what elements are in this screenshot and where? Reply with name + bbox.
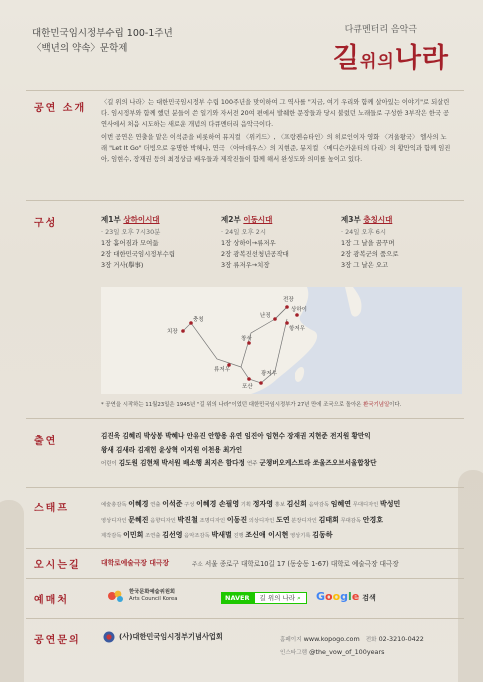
organizer-emblem-icon [103, 631, 115, 643]
staff-role: 예술총감독 [101, 502, 127, 508]
map-peninsula [345, 287, 362, 317]
route-map [101, 287, 462, 394]
staff-name: 이혜경 [128, 500, 149, 508]
cast-names-1: 김진욱 김혜리 박상봉 박혜나 안유진 안향용 유연 임진아 임현수 장재권 지현준 전지원 황만익 [101, 432, 371, 440]
instagram-key: 인스타그램 [280, 650, 308, 656]
cast-role-performance: 연주 [246, 461, 258, 467]
part-3-chapter-1: 1장 그 날을 꿈꾸며 [341, 239, 395, 247]
instagram-handle[interactable]: @the_vow_of_100years [309, 648, 385, 656]
background-figure-left [0, 500, 24, 682]
part-3-name: 충칭시대 [363, 215, 393, 224]
part-3-prefix: 제3부 [341, 215, 364, 224]
map-label-foshan: 포산 [242, 384, 253, 390]
map-dot-qijiang [181, 329, 185, 333]
arko-logo[interactable] [107, 588, 178, 604]
staff-row-2 [101, 513, 471, 529]
event-line-1: 대한민국임시정부수립 100-1주년 [32, 28, 173, 39]
staff-name: 이민희 [123, 531, 144, 539]
venue-name[interactable]: 대학로예술극장 대극장 [101, 559, 170, 567]
staff-name: 박성민 [380, 500, 401, 508]
staff-role: 음악감독 [308, 502, 330, 508]
cast-line-3 [101, 457, 466, 472]
staff-name: 임혜연 [330, 500, 352, 508]
route-map-svg [101, 287, 462, 394]
staff-role: 구성 [184, 502, 195, 508]
staff-role: 분장디자인 [291, 517, 317, 524]
divider [26, 618, 464, 619]
staff-row-3 [101, 528, 471, 544]
part-1-name: 상하이시대 [123, 215, 160, 224]
map-label-qijiang: 치장 [167, 329, 178, 335]
google-letter: e [351, 590, 360, 603]
staff-name: 김태희 [318, 515, 339, 524]
map-footnote [101, 400, 401, 408]
map-dot-guangzhou [259, 381, 263, 385]
map-label-guangzhou: 광저우 [261, 371, 277, 377]
part-2-name: 이동시대 [243, 215, 273, 224]
homepage-link[interactable]: www.kopogo.com [303, 635, 360, 643]
divider [26, 418, 464, 419]
staff-role: 의상디자인 [248, 517, 275, 524]
show-title-logo [333, 36, 449, 75]
staff-role: 홍보 [274, 502, 285, 508]
part-3-chapter-3: 3장 그 날은 오고 [341, 261, 389, 269]
arko-name-en: Arts Council Korea [129, 596, 178, 602]
staff-role: 무대디자인 [352, 502, 379, 508]
map-label-chongqing: 충칭 [193, 317, 204, 323]
staff-role: 영상디자인 [101, 517, 127, 524]
naver-query [254, 592, 307, 604]
divider [26, 90, 464, 91]
parts-list [101, 214, 461, 271]
map-label-zhenjiang: 전장 [283, 297, 294, 303]
part-2-chapter-1: 1장 상하이→류저우 [221, 239, 276, 247]
part-1 [101, 214, 221, 271]
address-value: 서울 종로구 대학로10길 17 (동숭동 1-67) 대학로 예술극장 대극장 [204, 560, 399, 568]
staff-role: 음악조감독 [184, 533, 210, 539]
show-subtitle: 다큐멘터리 음악극 [344, 25, 417, 35]
staff-name: 이석준 [162, 500, 183, 508]
staff-name: 이동진 [226, 515, 248, 524]
staff-row-1 [101, 497, 471, 513]
label-staff: 스태프 [34, 503, 69, 514]
staff-name: 박새별 [211, 531, 232, 539]
divider [26, 548, 464, 549]
map-land [101, 287, 317, 394]
label-directions: 오시는길 [34, 560, 81, 571]
staff-name: 도연 [276, 515, 290, 524]
label-contact: 공연문의 [34, 635, 81, 646]
cast-list [101, 430, 466, 472]
organizer-name: (사)대한민국임시정부기념사업회 [119, 632, 223, 641]
google-search-label: 검색 [362, 594, 376, 602]
staff-name: 정자영 [252, 500, 274, 508]
phone-number[interactable]: 02-3210-0422 [378, 635, 424, 643]
part-2 [221, 214, 341, 271]
cast-names-2: 왕새 김새라 김재헌 윤상혁 이지원 이천용 최가인 [101, 445, 243, 454]
map-dot-hangzhou [285, 321, 289, 325]
map-label-changsha: 창사 [241, 336, 252, 342]
intro-text [101, 97, 451, 167]
staff-list [101, 497, 471, 544]
part-3 [341, 214, 461, 271]
map-dot-foshan [247, 377, 251, 381]
event-heading [32, 26, 173, 56]
cast-line-1 [101, 430, 466, 444]
arko-text [129, 589, 178, 603]
staff-name: 안경호 [362, 515, 384, 524]
search-icon: ⌕ [297, 594, 301, 602]
part-3-heading [341, 214, 461, 225]
event-line-2: 〈백년의 약속〉문학제 [32, 43, 128, 54]
arko-name-ko: 한국문화예술위원회 [129, 589, 176, 595]
google-letter: G [316, 590, 326, 603]
staff-role: 음향디자인 [150, 517, 176, 524]
cast-line-2 [101, 444, 466, 458]
arko-icon [107, 589, 125, 603]
google-letter: g [340, 590, 349, 603]
google-search[interactable] [316, 590, 376, 603]
staff-name: 박진철 [177, 515, 198, 524]
staff-name: 김신희 [286, 500, 307, 508]
footnote-text-a: * 공연을 시작하는 11월23일은 1945년 "길 위의 나라"이었던 대한민국임시정부가 27년 만에 조국으로 돌아온 [101, 402, 364, 408]
part-2-heading [221, 214, 341, 225]
staff-role: 연출 [150, 502, 161, 508]
google-letter: o [332, 590, 341, 603]
part-2-chapter-3: 3장 류저우→치장 [221, 261, 270, 269]
label-intro: 공연 소개 [34, 103, 87, 114]
title-part-3: 나라 [394, 43, 449, 74]
organizer [103, 631, 223, 643]
cast-names-children: 김도원 김현채 박서원 배소행 최지은 함다정 [118, 459, 245, 467]
title-part-1: 길 [332, 43, 360, 74]
staff-role: 무대감독 [340, 517, 362, 524]
footnote-text-c: 이다. [389, 402, 402, 408]
staff-role: 기획 [240, 502, 252, 508]
part-2-date: · 24일 오후 2시 [221, 228, 267, 236]
divider [26, 487, 464, 488]
google-letter: o [325, 590, 333, 603]
label-booking: 예매처 [34, 595, 69, 606]
part-3-date: · 24일 오후 6시 [341, 228, 387, 236]
naver-badge: NAVER [221, 592, 254, 604]
part-1-heading [101, 214, 221, 225]
map-dot-zhenjiang [285, 305, 289, 309]
phone-key: 전화 [365, 637, 377, 643]
naver-query-text: 길 위의 나라 [259, 594, 296, 602]
contact-info [280, 633, 424, 659]
staff-name: 이혜경 손필영 [196, 500, 240, 508]
google-letter: l [348, 590, 352, 603]
staff-name: 김동하 [312, 531, 333, 539]
contact-line-1 [280, 633, 424, 646]
divider [26, 200, 464, 201]
staff-role: 조명디자인 [199, 517, 226, 524]
staff-role: 영상기록 [290, 533, 311, 539]
divider [26, 578, 464, 579]
contact-line-2 [280, 646, 424, 659]
naver-search-box[interactable] [221, 592, 307, 604]
part-1-chapter-2: 2장 대한민국임시정부수립 [101, 250, 176, 258]
staff-role: 조연출 [145, 533, 161, 539]
part-3-chapter-2: 2장 광복군의 품으로 [341, 250, 399, 258]
address-key: 주소 [192, 562, 203, 568]
map-dot-shanghai [295, 313, 299, 317]
intro-paragraph-1: 〈길 위의 나라〉는 대한민국임시정부 수립 100주년을 맞이하여 그 역사를 "지금, 여기 우리와 함께 살아있는 이야기"로 되살린다. 임시정부와 함께 했던 분들이 쓴 일기와 자서전 20여 편에서 발췌한 문장들과 당시 불렀던 노래들로 구성한 3부작은 한국 공연사에서 처음 시도하는 새로운 개념의 다큐멘터리 음악극이다. [101, 99, 450, 128]
part-1-chapter-1: 1장 흩어짐과 모여듦 [101, 239, 159, 247]
staff-role: 제작감독 [101, 533, 122, 539]
label-cast: 출연 [34, 436, 58, 447]
staff-name: 조신애 이시현 [245, 531, 289, 539]
map-island [295, 367, 304, 382]
part-2-prefix: 제2부 [221, 215, 244, 224]
footnote-highlight: 환국기념일 [363, 402, 390, 408]
staff-role: 진행 [233, 533, 244, 539]
map-label-nanjing: 난징 [260, 313, 271, 319]
part-1-date: · 23일 오후 7시30분 [101, 228, 161, 236]
homepage-key: 홈페이지 [280, 637, 302, 643]
map-dot-nanjing [273, 317, 277, 321]
label-composition: 구성 [34, 218, 58, 229]
map-label-shanghai: 상하이 [291, 307, 307, 313]
staff-name: 김선영 [162, 531, 183, 539]
map-label-hangzhou: 항저우 [289, 326, 305, 332]
intro-paragraph-2: 이번 공연은 연출을 맡은 이석준을 비롯하여 뮤지컬 〈위키드〉, 〈프랑켄슈타인〉의 히로인이자 영화 〈겨울왕국〉 엘사의 노래 "Let It Go" 더빙으로 유명한 박혜나, 연극 〈아마데우스〉의 지현준, 뮤지컬 〈메디슨카운티의 다리〉의 황만익과 함께 임진아, 임현수, 장재권 등의 최정상급 배우들과 제작진들이 함께 해서 완성도와 의미를 높이고 있다. [101, 134, 451, 163]
part-1-chapter-3: 3장 거사(擧事) [101, 261, 144, 269]
cast-role-children: 어린이 [101, 461, 117, 467]
map-label-liuzhou: 류저우 [214, 367, 230, 373]
part-2-chapter-2: 2장 광복진선청년공작대 [221, 250, 289, 258]
venue-address [192, 558, 399, 568]
title-part-2: 위의 [359, 52, 395, 72]
part-1-prefix: 제1부 [101, 215, 124, 224]
staff-name: 문혜진 [128, 515, 149, 524]
cast-names-performance: 군챙버오케스트라 쏘울즈오브서울합창단 [259, 459, 377, 467]
